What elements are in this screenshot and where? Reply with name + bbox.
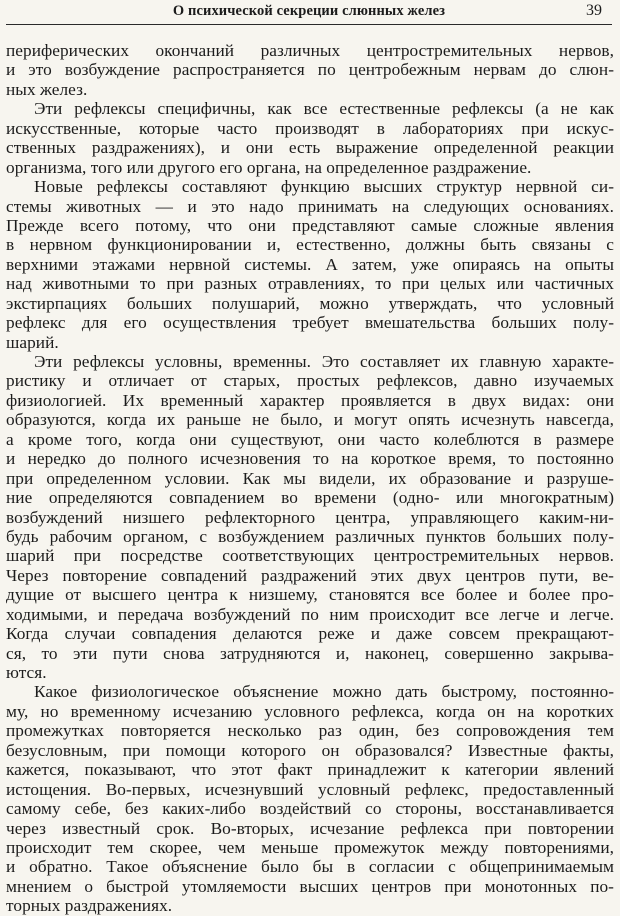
text-line: образуются, когда их раньше не было, и могут опять исчезнуть навсегда, xyxy=(6,410,614,430)
text-line: торных раздражениях. xyxy=(6,896,173,916)
text-line: ных желез. xyxy=(6,79,88,99)
text-line: экстирпациях больших полушарий, можно утверждать, что условный xyxy=(6,293,614,313)
page-number: 39 xyxy=(586,2,602,19)
text-line: самому себе, без каких-либо воздействий со стороны, восстанавливается xyxy=(6,799,614,819)
text-line: при определенном условии. Как мы видели, их образование и разруше- xyxy=(6,468,614,488)
text-line: и это возбуждение распространяется по центробежным нервам до слюн- xyxy=(6,60,614,80)
text-line: ние определяются совпадением во времени (одно- или многократным) xyxy=(6,488,614,508)
body-text xyxy=(6,41,614,916)
text-line: истощения. Во-первых, исчезнувший условный рефлекс, предоставленный xyxy=(6,779,614,799)
text-line: и нередко до полного исчезновения то на короткое время, то постоянно xyxy=(6,449,614,469)
text-line: Прежде всего потому, что они представляют самые сложные явления xyxy=(6,215,614,235)
text-line: ся, то эти пути снова затрудняются и, наконец, совершенно закрыва- xyxy=(6,643,614,663)
text-line: и обратно. Такое объяснение было бы в согласии с общепринимаемым xyxy=(6,857,614,877)
text-line: Какое физиологическое объяснение можно дать быстрому, постоянно- xyxy=(34,682,614,702)
running-title: О психической секреции слюнных желез xyxy=(172,3,446,19)
text-line: верхними этажами нервной системы. А затем, уже опираясь на опыты xyxy=(6,254,614,274)
text-line: шарий при посредстве соответствующих центростремительных нервов. xyxy=(6,546,614,566)
text-line: ходимыми, и передача возбуждений по ним происходит все легче и легче. xyxy=(6,604,614,624)
text-line: в нервном функционировании и, естественно, должны быть связаны с xyxy=(6,235,614,255)
text-line: через известный срок. Во-вторых, исчезание рефлекса при повторении xyxy=(6,818,614,838)
text-line: му, но временному исчезанию условного рефлекса, когда он на коротких xyxy=(6,701,614,721)
text-line: ственных раздражениях), и они есть выражение определенной реакции xyxy=(6,138,614,158)
running-header xyxy=(6,0,612,25)
text-line: будь рабочим органом, с возбуждением различных пунктов больших полу- xyxy=(6,526,614,546)
text-line: происходит тем скорее, чем меньше промежуток между повторениями, xyxy=(6,837,614,857)
text-line: дущие от высшего центра к низшему, становятся все более и более про- xyxy=(6,585,614,605)
text-line: возбуждений низшего рефлекторного центра, управляющего каким-ни- xyxy=(6,507,614,527)
text-line: Когда случаи совпадения делаются реже и даже совсем прекращают- xyxy=(6,624,614,644)
text-line: Новые рефлексы составляют функцию высших структур нервной си- xyxy=(34,177,614,197)
text-line: стемы животных — и это надо принимать на следующих основаниях. xyxy=(6,196,614,216)
text-line: организма, того или другого его органа, на определенное раздражение. xyxy=(6,157,532,177)
text-line: Через повторение совпадений раздражений этих двух центров пути, ве- xyxy=(6,565,614,585)
text-line: Эти рефлексы специфичны, как все естественные рефлексы (а не как xyxy=(34,99,614,119)
text-line: промежутках повторяется несколько раз один, без сопровождения тем xyxy=(6,721,614,741)
text-line: шарий. xyxy=(6,332,59,352)
text-line: Эти рефлексы условны, временны. Это составляет их главную характе- xyxy=(34,352,614,371)
text-line: а кроме того, когда они существуют, они часто колеблются в размере xyxy=(6,429,614,449)
text-line: ристику и отличает от старых, простых рефлексов, давно изучаемых xyxy=(6,371,614,391)
text-line: ются. xyxy=(6,663,47,682)
text-line: безусловным, при помощи которого он образовался? Известные факты, xyxy=(6,740,614,760)
text-line: кажется, показывают, что этот факт принадлежит к категории явлений xyxy=(6,760,614,780)
text-line: искусственные, которые часто производят в лабораториях при искус- xyxy=(6,118,614,138)
text-line: над животными то при разных отравлениях, то при целых или частичных xyxy=(6,274,614,294)
text-line: рефлекс для его осуществления требует вмешательства больших полу- xyxy=(6,313,614,333)
text-line: периферических окончаний различных центростремительных нервов, xyxy=(6,41,614,60)
text-line: мнением о быстрой утомляемости высших центров при монотонных по- xyxy=(6,876,614,896)
text-line: физиологией. Их временный характер проявляется в двух видах: они xyxy=(6,390,614,410)
